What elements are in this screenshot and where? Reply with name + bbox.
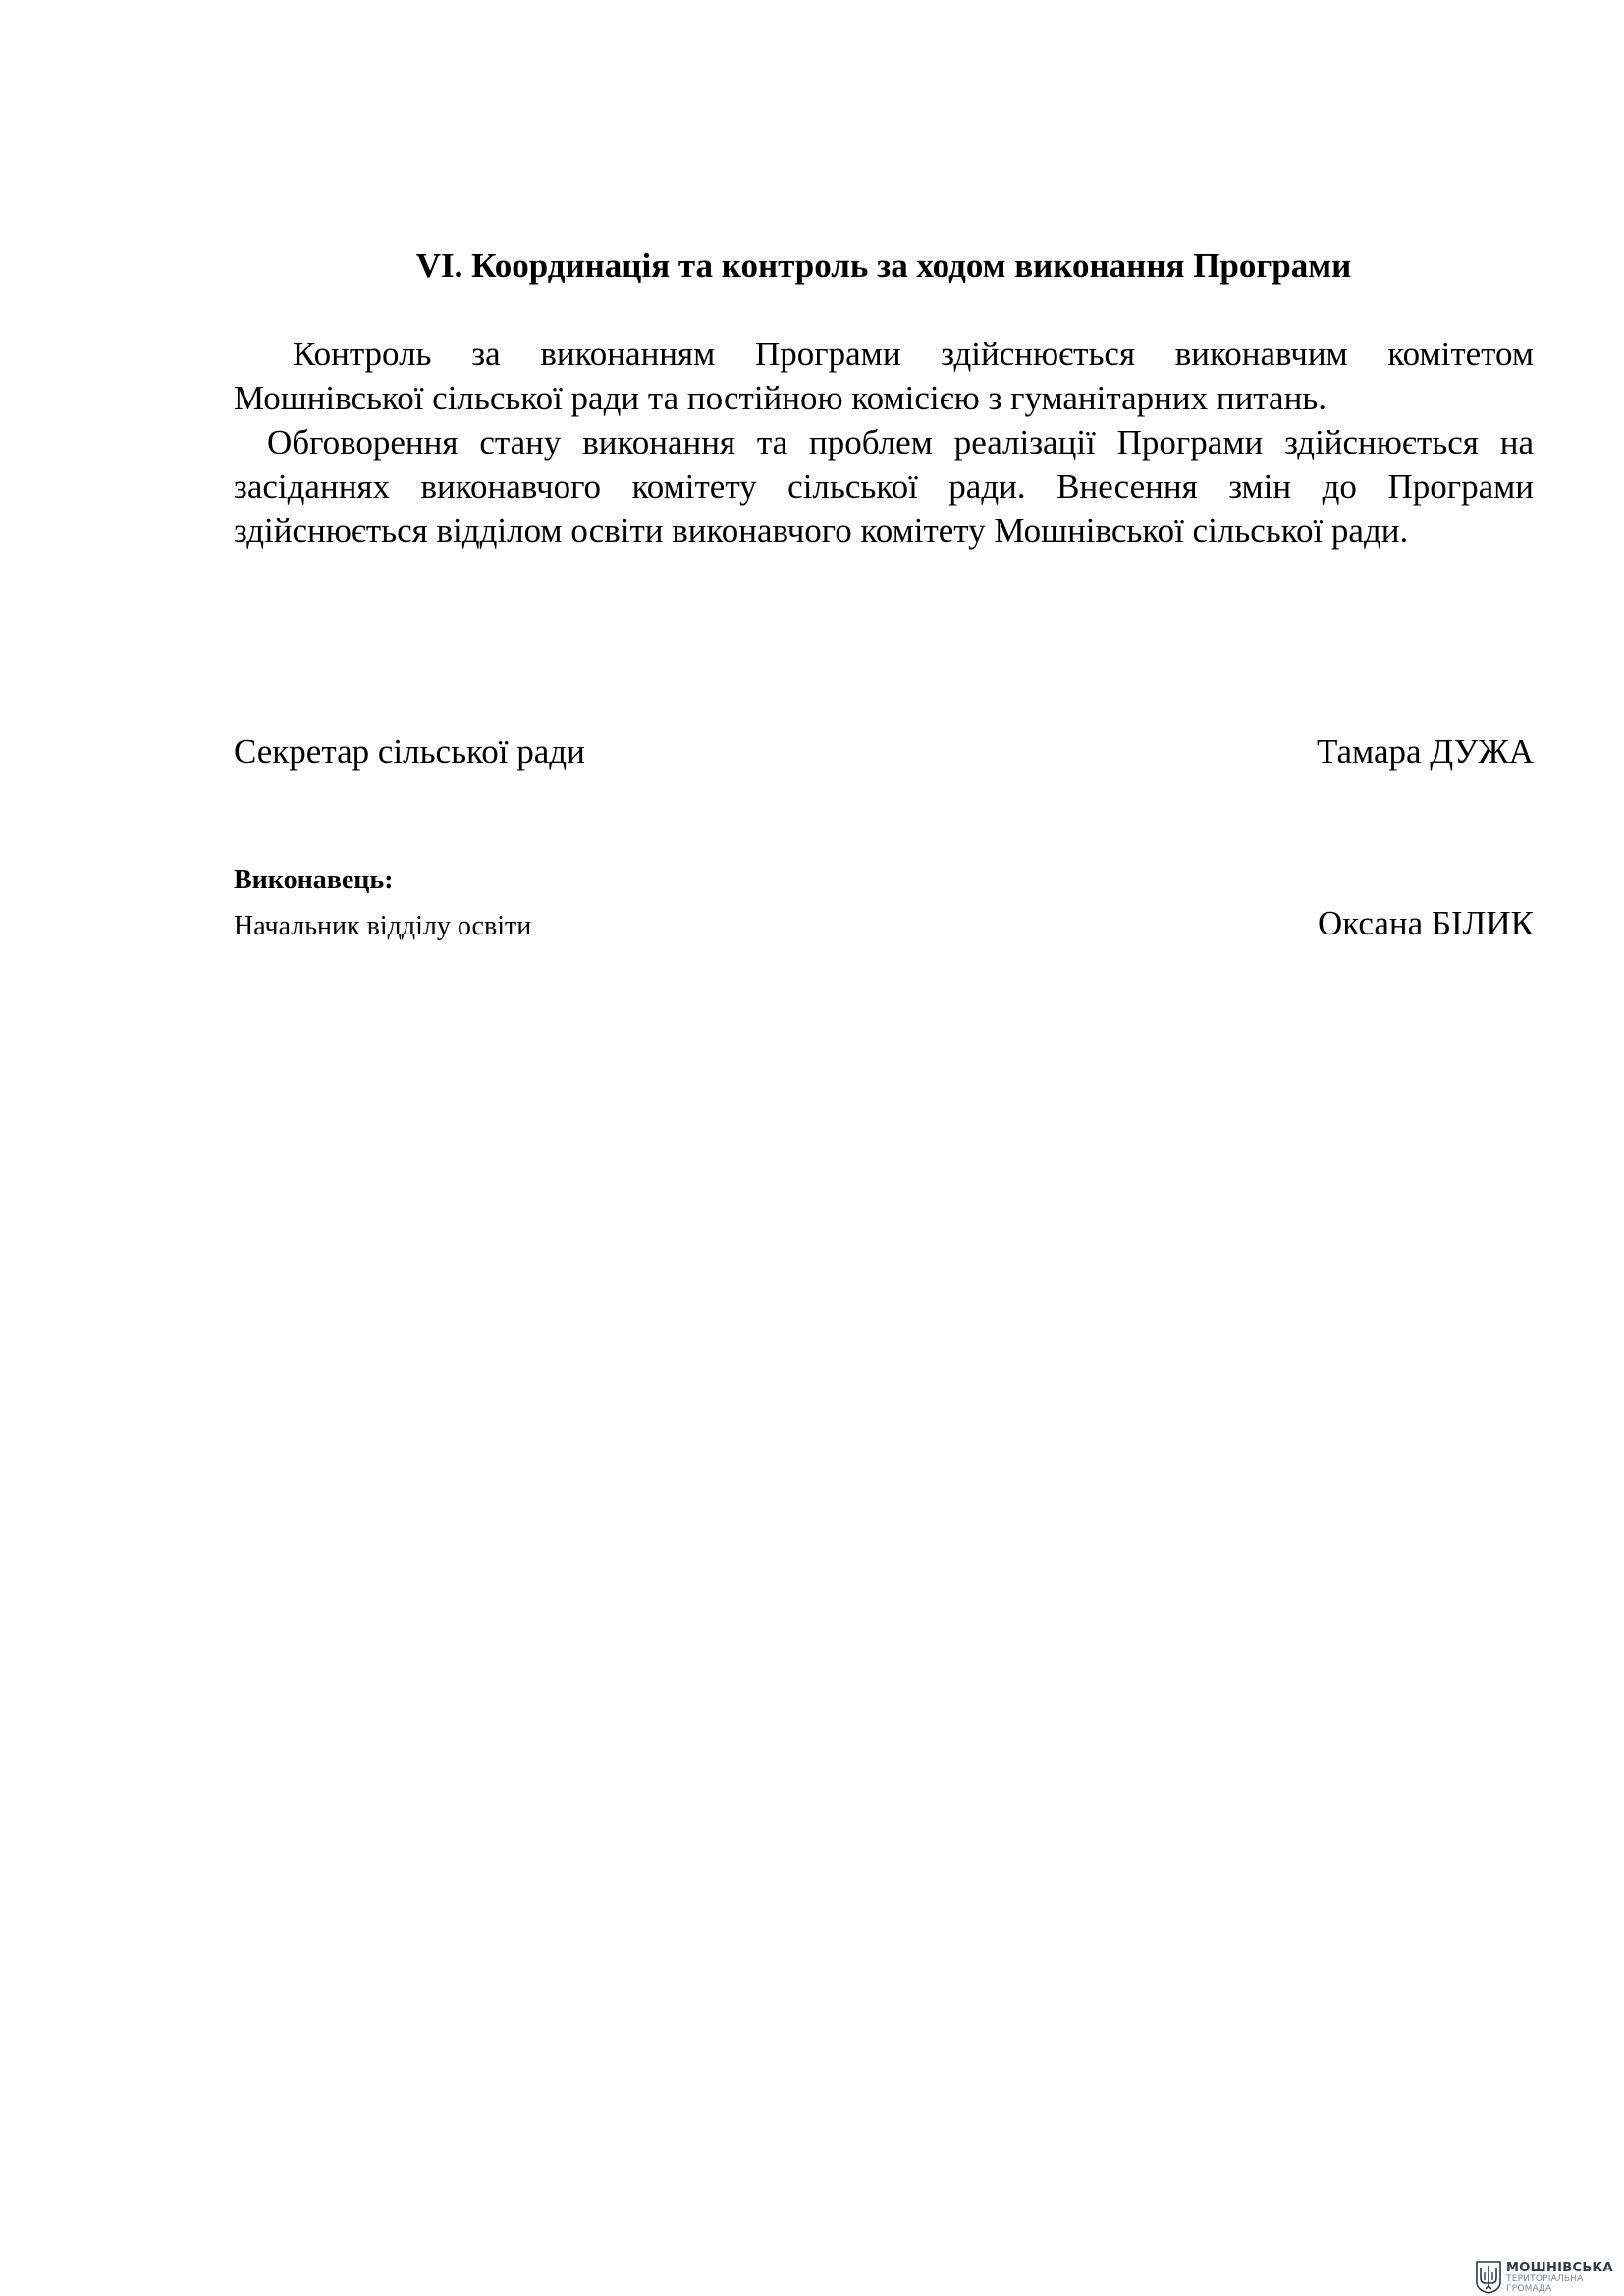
logo-line-1: МОШНІВСЬКА bbox=[1506, 2260, 1613, 2275]
executor-position: Начальник відділу освіти bbox=[234, 911, 532, 941]
signature-row-executor bbox=[234, 903, 1534, 947]
logo-line-3: ГРОМАДА bbox=[1506, 2283, 1552, 2294]
logo-text bbox=[1506, 2262, 1613, 2294]
community-logo bbox=[1476, 2260, 1613, 2295]
signatory-name: Тамара ДУЖА bbox=[1317, 732, 1534, 771]
executor-name: Оксана БІЛИК bbox=[1317, 904, 1534, 942]
section-heading: VI. Координація та контроль за ходом виконання Програми bbox=[415, 246, 1352, 285]
paragraph-discussion: Обговорення стану виконання та проблем реалізації Програми здійснюється на засіданнях виконавчого комітету сільської ради. Внесення змін до Програми здійснюється відділом освіти виконавчого комітету Мошнівської сільської ради. bbox=[234, 423, 1534, 550]
signatory-position: Секретар сільської ради bbox=[234, 732, 585, 771]
signature-row-secretary bbox=[234, 731, 1534, 773]
body-text bbox=[234, 332, 1534, 553]
paragraph-control: Контроль за виконанням Програми здійснюється виконавчим комітетом Мошнівської сільської ради та постійною комісією з гуманітарних питань. bbox=[234, 335, 1534, 417]
logo-line-2: ТЕРИТОРІАЛЬНА bbox=[1506, 2273, 1584, 2284]
trident-emblem-icon bbox=[1476, 2261, 1501, 2294]
executor-label: Виконавець: bbox=[234, 865, 394, 895]
